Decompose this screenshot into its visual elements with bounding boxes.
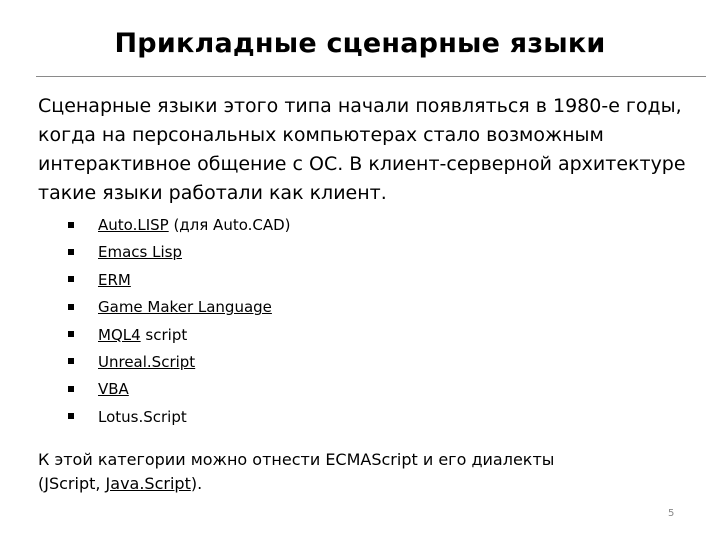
bullet-icon [68, 358, 74, 364]
list-item [68, 239, 291, 266]
game-maker-language-link[interactable]: Game Maker Language [98, 298, 272, 317]
list-item [68, 294, 291, 321]
intro-paragraph: Сценарные языки этого типа начали появляться в 1980-е годы, когда на персональных компьютерах стало возможным интерактивное общение с ОС. В клиент-серверной архитектуре такие языки работали как клиент. [38, 95, 686, 204]
list-item [68, 404, 291, 431]
bullet-icon [68, 331, 74, 337]
autolisp-link[interactable]: Auto.LISP [98, 216, 169, 234]
bullet-icon [68, 276, 74, 282]
bullet-icon [68, 386, 74, 392]
unrealscript-link[interactable]: Unreal.Script [98, 352, 196, 371]
emacs-lisp-link[interactable]: Emacs Lisp [98, 243, 182, 262]
outro-prefix: (JScript, [38, 474, 106, 493]
page-number: 5 [668, 508, 675, 519]
language-list [68, 212, 291, 431]
outro-paragraph [38, 448, 698, 496]
outro-suffix: ). [190, 474, 203, 493]
slide-title: Прикладные сценарные языки [114, 28, 606, 59]
javascript-link[interactable]: Java.Script [105, 474, 191, 493]
bullet-icon [68, 222, 74, 228]
bullet-icon [68, 249, 74, 255]
erm-link[interactable]: ERM [98, 270, 131, 289]
title-divider [36, 76, 706, 77]
list-item-suffix: script [140, 325, 188, 344]
vba-link[interactable]: VBA [98, 380, 129, 399]
list-item [68, 349, 291, 376]
list-item [68, 322, 291, 349]
list-item [68, 267, 291, 294]
list-item-suffix: (для Auto.CAD) [168, 216, 291, 234]
bullet-icon [68, 304, 74, 310]
mql4-link[interactable]: MQL4 [98, 325, 141, 344]
list-item [68, 376, 291, 403]
bullet-icon [68, 413, 74, 419]
outro-line-1: К этой категории можно отнести ECMAScript и его диалекты [38, 450, 555, 469]
list-item-text: Lotus.Script [98, 407, 187, 426]
list-item [68, 212, 291, 239]
